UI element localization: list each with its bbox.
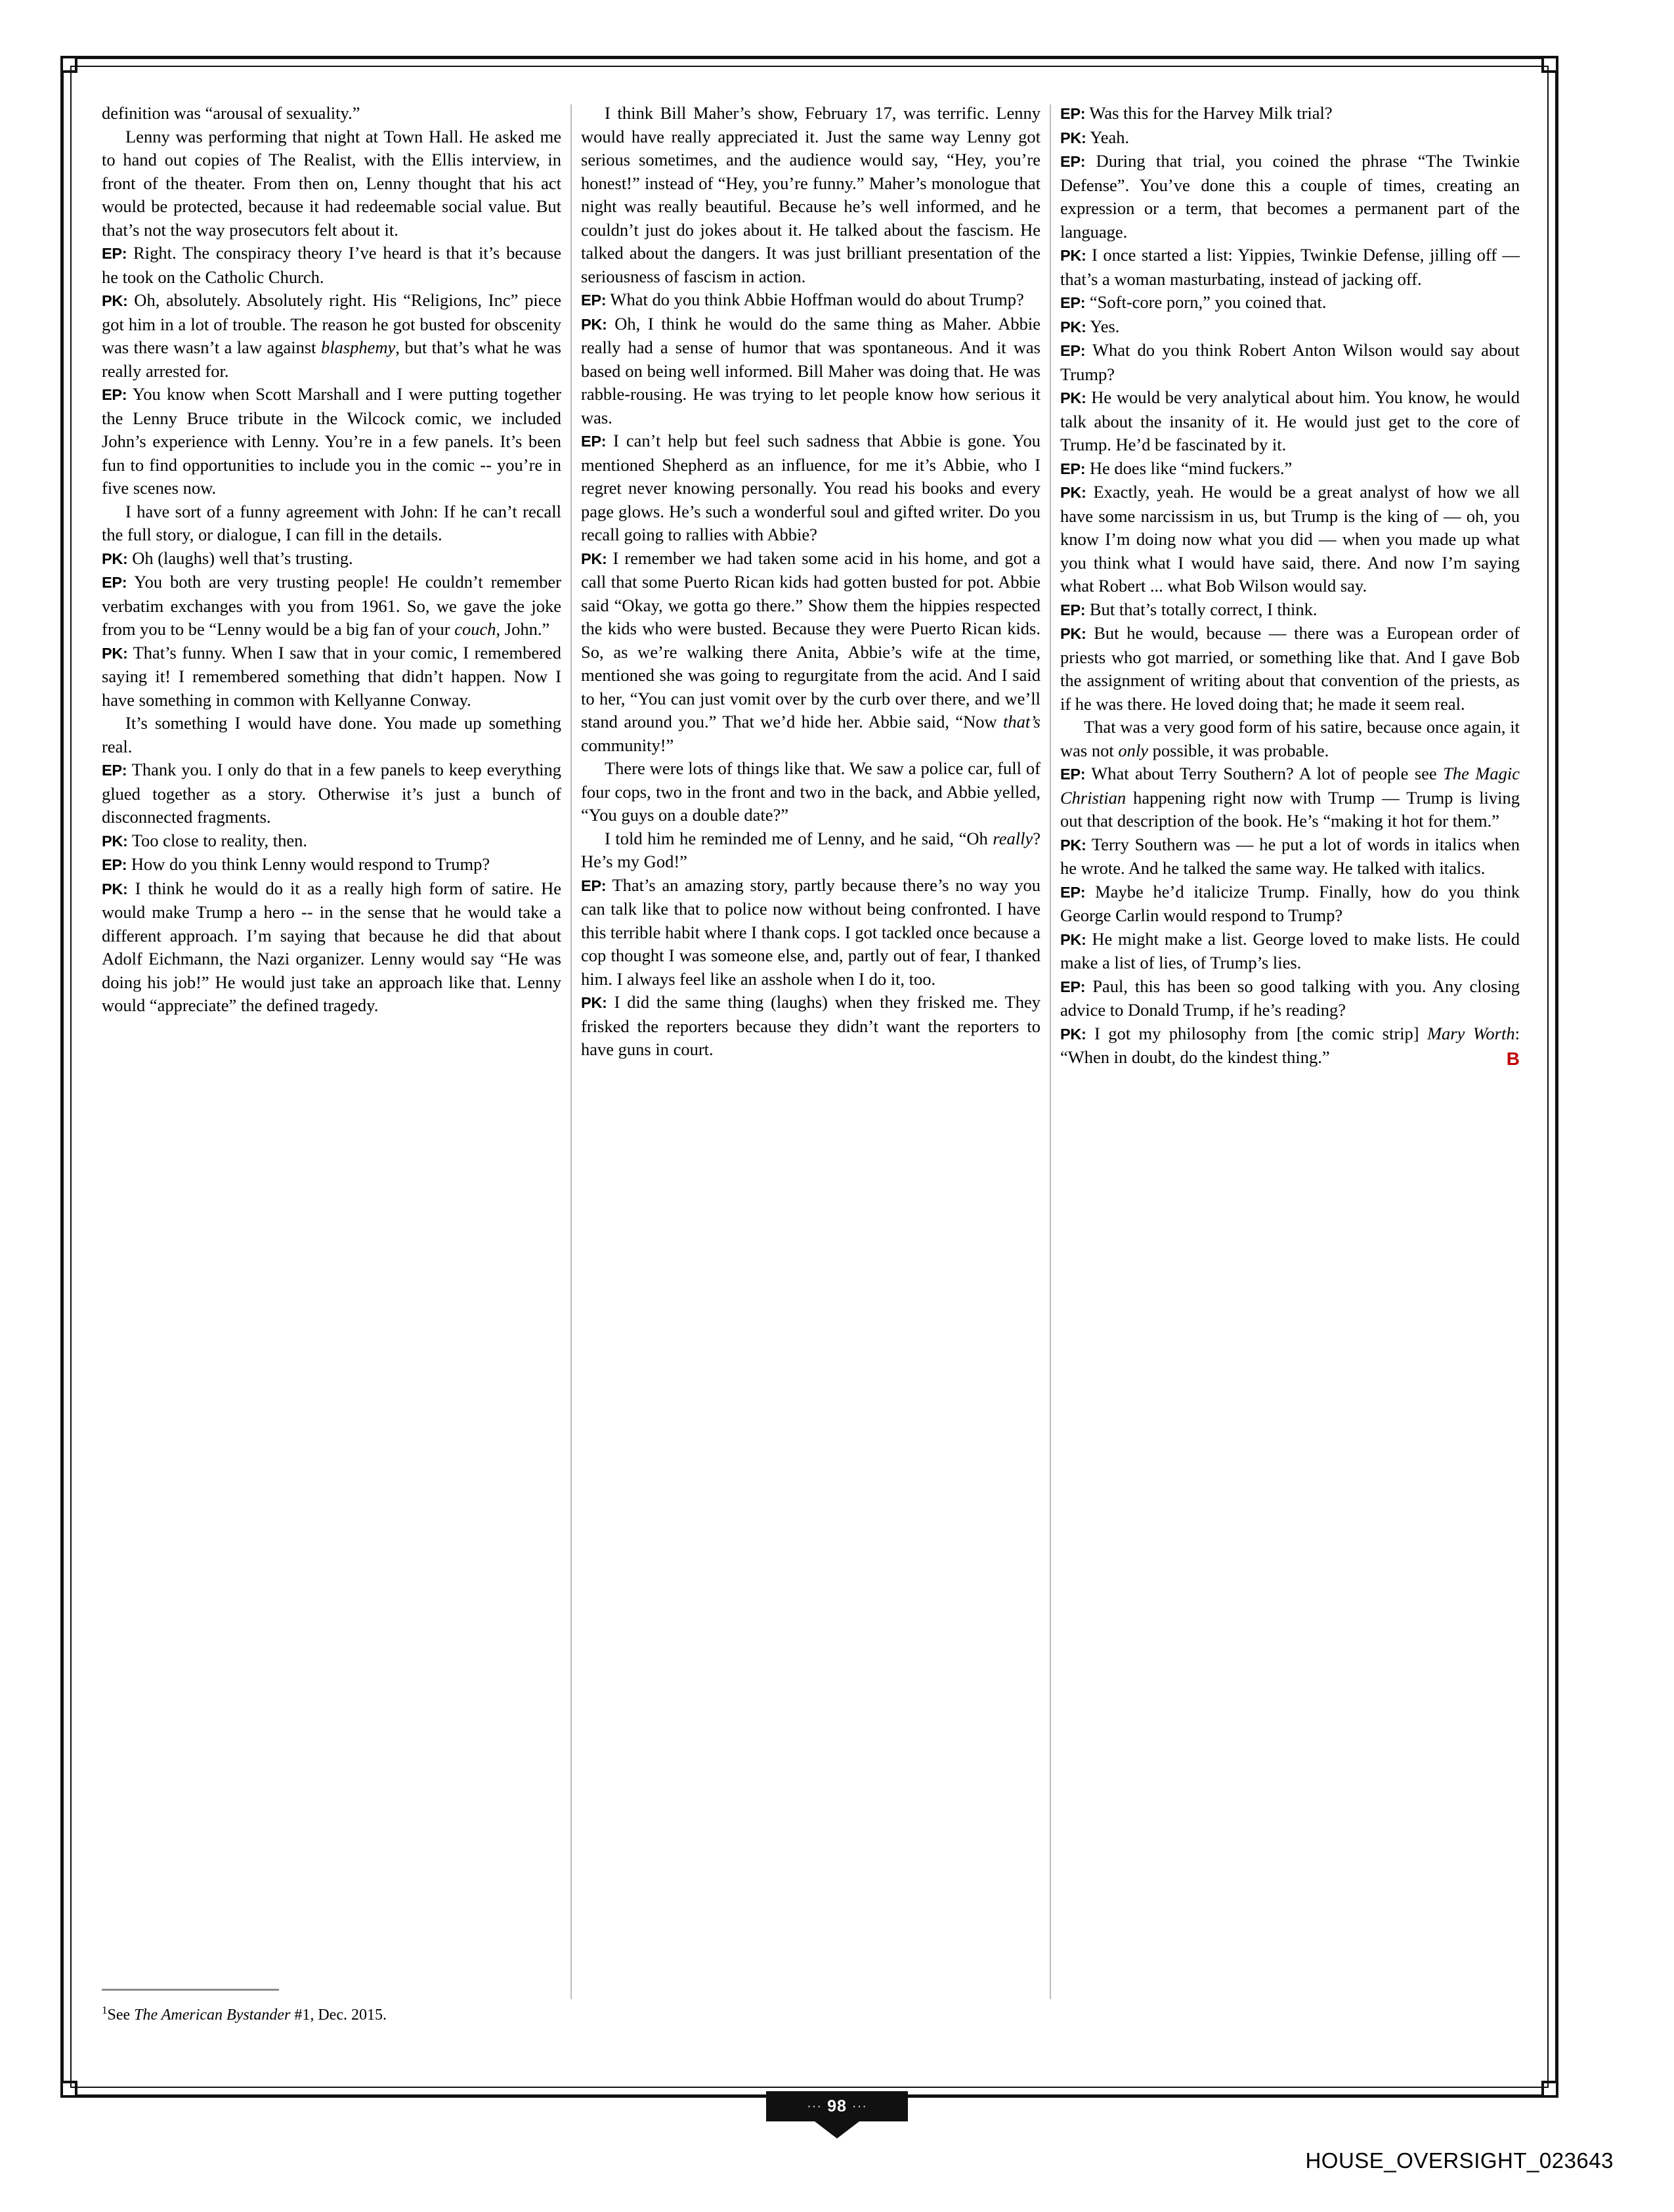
dialogue-paragraph [581, 288, 1041, 313]
speaker-label: EP: [1060, 153, 1086, 170]
page-number: 98 [827, 2096, 847, 2115]
paragraph-text: I did the same thing (laughs) when they frisked me. They frisked the reporters because they didn’t want the reporters to have guns in court. [581, 992, 1041, 1059]
paragraph-text: I have sort of a funny agreement with John: If he can’t recall the full story, or dialogue, I can fill in the details. [102, 501, 561, 544]
paragraph-text: Thank you. I only do that in a few panels to keep everything glued together as a story. Otherwise it’s just a bunch of disconnected fragments. [102, 760, 561, 827]
page-number-banner [766, 2091, 908, 2121]
paragraph-text: I remember we had taken some acid in his home, and got a call that some Puerto Rican kids had gotten busted for pot. Abbie said “Okay, we gotta go there.” Show them the hippies respected the kids who were busted. Because they were Puerto Rican kids. So, as we’re walking there Anita, Abbie’s wife at the time, mentioned she was going to regurgitate from the acid. And I said to her, “You can just vomit over by the curb over there, and we’ll stand around you.” That we’d hide her. Abbie said, “Now [581, 548, 1041, 731]
dialogue-paragraph [102, 571, 561, 641]
footnote-marker: 1 [102, 2004, 108, 2016]
speaker-label: PK: [1060, 836, 1086, 854]
speaker-label: EP: [1060, 766, 1086, 783]
column-divider-2 [1050, 104, 1051, 1999]
dialogue-paragraph [1060, 244, 1520, 291]
speaker-label: PK: [1060, 318, 1086, 336]
dialogue-paragraph [102, 877, 561, 1018]
speaker-label: EP: [1060, 460, 1086, 477]
emphasis-text: that’s [1003, 712, 1041, 731]
paragraph-text: How do you think Lenny would respond to Trump? [127, 854, 490, 874]
dialogue-paragraph [581, 313, 1041, 430]
paragraph-text-continued: community!” [581, 735, 674, 755]
body-paragraph [581, 102, 1041, 288]
speaker-label: EP: [1060, 105, 1086, 122]
speaker-label: EP: [102, 762, 127, 779]
dialogue-paragraph [1060, 291, 1520, 315]
speaker-label: PK: [1060, 625, 1086, 642]
emphasis-text: The Magic Christian [1060, 764, 1520, 808]
emphasis-text: couch [454, 619, 496, 639]
paragraph-text: What do you think Robert Anton Wilson would say about Trump? [1060, 340, 1520, 384]
paragraph-text: It’s something I would have done. You made up something real. [102, 713, 561, 756]
speaker-label: EP: [102, 856, 127, 873]
speaker-label: PK: [581, 315, 607, 333]
dialogue-paragraph [1060, 928, 1520, 975]
dialogue-paragraph [102, 242, 561, 289]
speaker-label: PK: [581, 550, 607, 567]
dialogue-paragraph [1060, 622, 1520, 716]
dialogue-paragraph [1060, 150, 1520, 244]
paragraph-text-continued: , but that’s what he was really arrested for. [102, 337, 561, 381]
paragraph-text: That’s an amazing story, partly because there’s no way you can talk like that to police now without being confronted. I have this terrible habit where I thank cops. I got tackled once because a cop thought I was someone else, and, partly out of fear, I thanked him. I always feel like an asshole when I do it, too. [581, 875, 1041, 989]
emphasis-text: really [993, 828, 1033, 848]
dialogue-paragraph [102, 383, 561, 500]
dialogue-paragraph [1060, 880, 1520, 928]
dialogue-paragraph [102, 547, 561, 571]
dialogue-paragraph [1060, 975, 1520, 1022]
paragraph-text: definition was “arousal of sexuality.” [102, 103, 360, 123]
body-paragraph [1060, 716, 1520, 762]
speaker-label: EP: [581, 877, 607, 894]
paragraph-text-continued: possible, it was probable. [1148, 740, 1329, 760]
dialogue-paragraph [1060, 762, 1520, 833]
speaker-label: EP: [102, 574, 127, 591]
column-right [1060, 102, 1520, 2026]
speaker-label: PK: [102, 292, 128, 309]
dialogue-paragraph [1060, 102, 1520, 126]
body-paragraph [102, 102, 561, 125]
speaker-label: EP: [581, 433, 607, 450]
paragraph-text: That’s funny. When I saw that in your comic, I remembered saying it! I remembered something that didn’t happen. Now I have something in common with Kellyanne Conway. [102, 642, 561, 710]
paragraph-text: What about Terry Southern? A lot of people see [1085, 764, 1444, 783]
paragraph-text: There were lots of things like that. We saw a police car, full of four cops, two in the front and two in the back, and Abbie yelled, “You guys on a double date?” [581, 758, 1041, 825]
article-columns [102, 102, 1520, 2026]
body-paragraph [102, 125, 561, 242]
paragraph-text: But he would, because — there was a European order of priests who got married, or something like that. And I gave Bob the assignment of writing about that convention of the priests, as if he was there. He loved doing that; he made it seem real. [1060, 623, 1520, 714]
speaker-label: PK: [1060, 1025, 1086, 1043]
footnote [102, 1989, 561, 2026]
dialogue-paragraph [1060, 315, 1520, 339]
paragraph-text-continued: : “When in doubt, do the kindest thing.” [1060, 1023, 1520, 1067]
speaker-label: EP: [1060, 294, 1086, 311]
paragraph-text: You know when Scott Marshall and I were putting together the Lenny Bruce tribute in the Wilcock comic, we included John’s experience with Lenny. You’re in a few panels. It’s been fun to find opportunities to include you in the comic -- you’re in five scenes now. [102, 384, 561, 498]
dialogue-paragraph [1060, 126, 1520, 150]
paragraph-text: I once started a list: Yippies, Twinkie Defense, jilling off — that’s a woman masturbating, instead of jacking off. [1060, 245, 1520, 289]
dialogue-paragraph [102, 289, 561, 383]
paragraph-text: But that’s totally correct, I think. [1085, 599, 1318, 619]
speaker-label: PK: [1060, 129, 1086, 146]
paragraph-text: Paul, this has been so good talking with you. Any closing advice to Donald Trump, if he’s reading? [1060, 976, 1520, 1020]
column-middle [581, 102, 1041, 2026]
paragraph-text: He would be very analytical about him. You know, he would talk about the insanity of it. He would just get to the core of Trump. He’d be fascinated by it. [1060, 387, 1520, 454]
paragraph-text: He does like “mind fuckers.” [1085, 458, 1293, 478]
emphasis-text: Mary Worth [1427, 1023, 1515, 1043]
dialogue-paragraph [581, 874, 1041, 991]
paragraph-text: Oh (laughs) well that’s trusting. [127, 548, 353, 568]
dialogue-paragraph [581, 991, 1041, 1062]
speaker-label: PK: [581, 994, 607, 1011]
paragraph-text: He might make a list. George loved to make lists. He could make a list of lies, of Trump’s lies. [1060, 928, 1520, 972]
dialogue-paragraph [1060, 598, 1520, 622]
speaker-label: EP: [1060, 601, 1086, 618]
dialogue-paragraph [1060, 457, 1520, 481]
speaker-label: PK: [102, 644, 128, 662]
paragraph-text: I think he would do it as a really high form of satire. He would make Trump a hero -- in the sense that he would take a different approach. I’m saying that because he did that about Adolf Eichmann, the Nazi organizer. Lenny would say “He was doing his job!” He would just take an approach like that. Lenny would “appreciate” the defined tragedy. [102, 878, 561, 1015]
dialogue-paragraph [102, 758, 561, 829]
emphasis-text: only [1118, 740, 1148, 760]
speaker-label: PK: [1060, 484, 1086, 501]
paragraph-text: Yeah. [1086, 127, 1130, 147]
footnote-rule [102, 1989, 279, 1991]
dialogue-paragraph [1060, 339, 1520, 386]
speaker-label: EP: [102, 245, 127, 262]
paragraph-text: Oh, I think he would do the same thing as Maher. Abbie really had a sense of humor that was spontaneous. And it was based on being well informed. Bill Maher was doing that. He was rabble-rousing. He was trying to let people know how serious it was. [581, 313, 1041, 427]
paragraph-text-continued: ? He’s my God!” [581, 828, 1041, 871]
paragraph-text: Right. The conspiracy theory I’ve heard is that it’s because he took on the Catholic Church. [102, 243, 561, 287]
paragraph-text: I think Bill Maher’s show, February 17, was terrific. Lenny would have really appreciated it. Just the same way Lenny got serious sometimes, and the audience would say, “Hey, you’re honest!” instead of “Hey, you’re funny.” Maher’s monologue that night was really beautiful. Because he’s well informed, and he couldn’t just do jokes about it. He talked about the fascism. He talked about the dangers. It was just brilliant presentation of the seriousness of fascism in action. [581, 103, 1041, 286]
dialogue-paragraph [102, 641, 561, 712]
speaker-label: EP: [1060, 342, 1086, 359]
paragraph-text: Lenny was performing that night at Town Hall. He asked me to hand out copies of The Realist, with the Ellis interview, in front of the theater. From then on, Lenny thought that his act would be protected, because it had redeemable social value. But that’s not the way prosecutors felt about it. [102, 126, 561, 240]
dialogue-paragraph [1060, 833, 1520, 880]
speaker-label: EP: [1060, 883, 1086, 901]
speaker-label: EP: [1060, 978, 1086, 995]
column-left [102, 102, 561, 2026]
paragraph-text: During that trial, you coined the phrase “The Twinkie Defense”. You’ve done this a couple of times, creating an expression or a term, that becomes a permanent part of the language. [1060, 151, 1520, 242]
paragraph-text: I can’t help but feel such sadness that Abbie is gone. You mentioned Shepherd as an influence, for me it’s Abbie, who I regret never knowing personally. You read his books and every page glows. He’s such a wonderful soul and gifted writer. Do you recall going to rallies with Abbie? [581, 431, 1041, 544]
page-number-decor-right: ··· [851, 2098, 867, 2114]
end-mark: B [1506, 1049, 1520, 1069]
page-number-banner-point [815, 2121, 859, 2138]
footnote-title: The American Bystander [134, 2006, 291, 2024]
paragraph-text: What do you think Abbie Hoffman would do about Trump? [606, 290, 1024, 309]
paragraph-text: “Soft-core porn,” you coined that. [1085, 292, 1327, 312]
dialogue-paragraph [581, 547, 1041, 758]
paragraph-text: Exactly, yeah. He would be a great analyst of how we all have some narcissism in us, but Trump is the king of — oh, you know I’m doing now what you did — when you made up what you think what I would have said, there. And now I’m saying what Robert ... what Bob Wilson would say. [1060, 482, 1520, 596]
dialogue-paragraph [1060, 386, 1520, 457]
emphasis-text: blasphemy [320, 337, 396, 357]
body-paragraph [581, 757, 1041, 827]
bates-stamp: HOUSE_OVERSIGHT_023643 [1305, 2148, 1614, 2173]
speaker-label: PK: [1060, 930, 1086, 948]
paragraph-text: Maybe he’d italicize Trump. Finally, how do you think George Carlin would respond to Trump? [1060, 881, 1520, 925]
speaker-label: EP: [102, 386, 127, 403]
speaker-label: PK: [102, 880, 128, 898]
paragraph-text-continued: happening right now with Trump — Trump is living out that description of the book. He’s “making it hot for them.” [1060, 787, 1520, 831]
paragraph-text: Was this for the Harvey Milk trial? [1085, 103, 1333, 123]
body-paragraph [102, 712, 561, 758]
dialogue-paragraph [102, 829, 561, 854]
speaker-label: PK: [1060, 247, 1086, 264]
body-paragraph [581, 827, 1041, 874]
paragraph-text: You both are very trusting people! He couldn’t remember verbatim exchanges with you from 1961. So, we gave the joke from you to be “Lenny would be a big fan of your [102, 572, 561, 639]
paragraph-text: That was a very good form of his satire, because once again, it was not [1060, 717, 1520, 760]
dialogue-paragraph [1060, 481, 1520, 598]
speaker-label: PK: [1060, 389, 1086, 406]
paragraph-text: Yes. [1086, 316, 1120, 336]
dialogue-paragraph [581, 429, 1041, 547]
paragraph-text-continued: , John.” [496, 619, 550, 639]
dialogue-paragraph [1060, 1022, 1520, 1070]
footnote-text [102, 2000, 561, 2026]
speaker-label: EP: [581, 292, 607, 309]
paragraph-text: Too close to reality, then. [127, 830, 307, 850]
speaker-label: PK: [102, 832, 128, 850]
column-divider-1 [570, 104, 572, 1999]
footnote-text-before: See [107, 2006, 135, 2024]
page-number-decor-left: ··· [807, 2098, 823, 2114]
paragraph-text: Oh, absolutely. Absolutely right. His “Religions, Inc” piece got him in a lot of trouble. The reason he got busted for obscenity was there wasn’t a law against [102, 290, 561, 357]
footnote-text-after: #1, Dec. 2015. [290, 2006, 387, 2024]
speaker-label: PK: [102, 550, 128, 567]
dialogue-paragraph [102, 853, 561, 877]
paragraph-text: I told him he reminded me of Lenny, and he said, “Oh [605, 828, 993, 848]
body-paragraph [102, 500, 561, 547]
paragraph-text: I got my philosophy from [the comic strip] [1086, 1023, 1427, 1043]
paragraph-text: Terry Southern was — he put a lot of words in italics when he wrote. And he talked the same way. He talked with italics. [1060, 834, 1520, 878]
